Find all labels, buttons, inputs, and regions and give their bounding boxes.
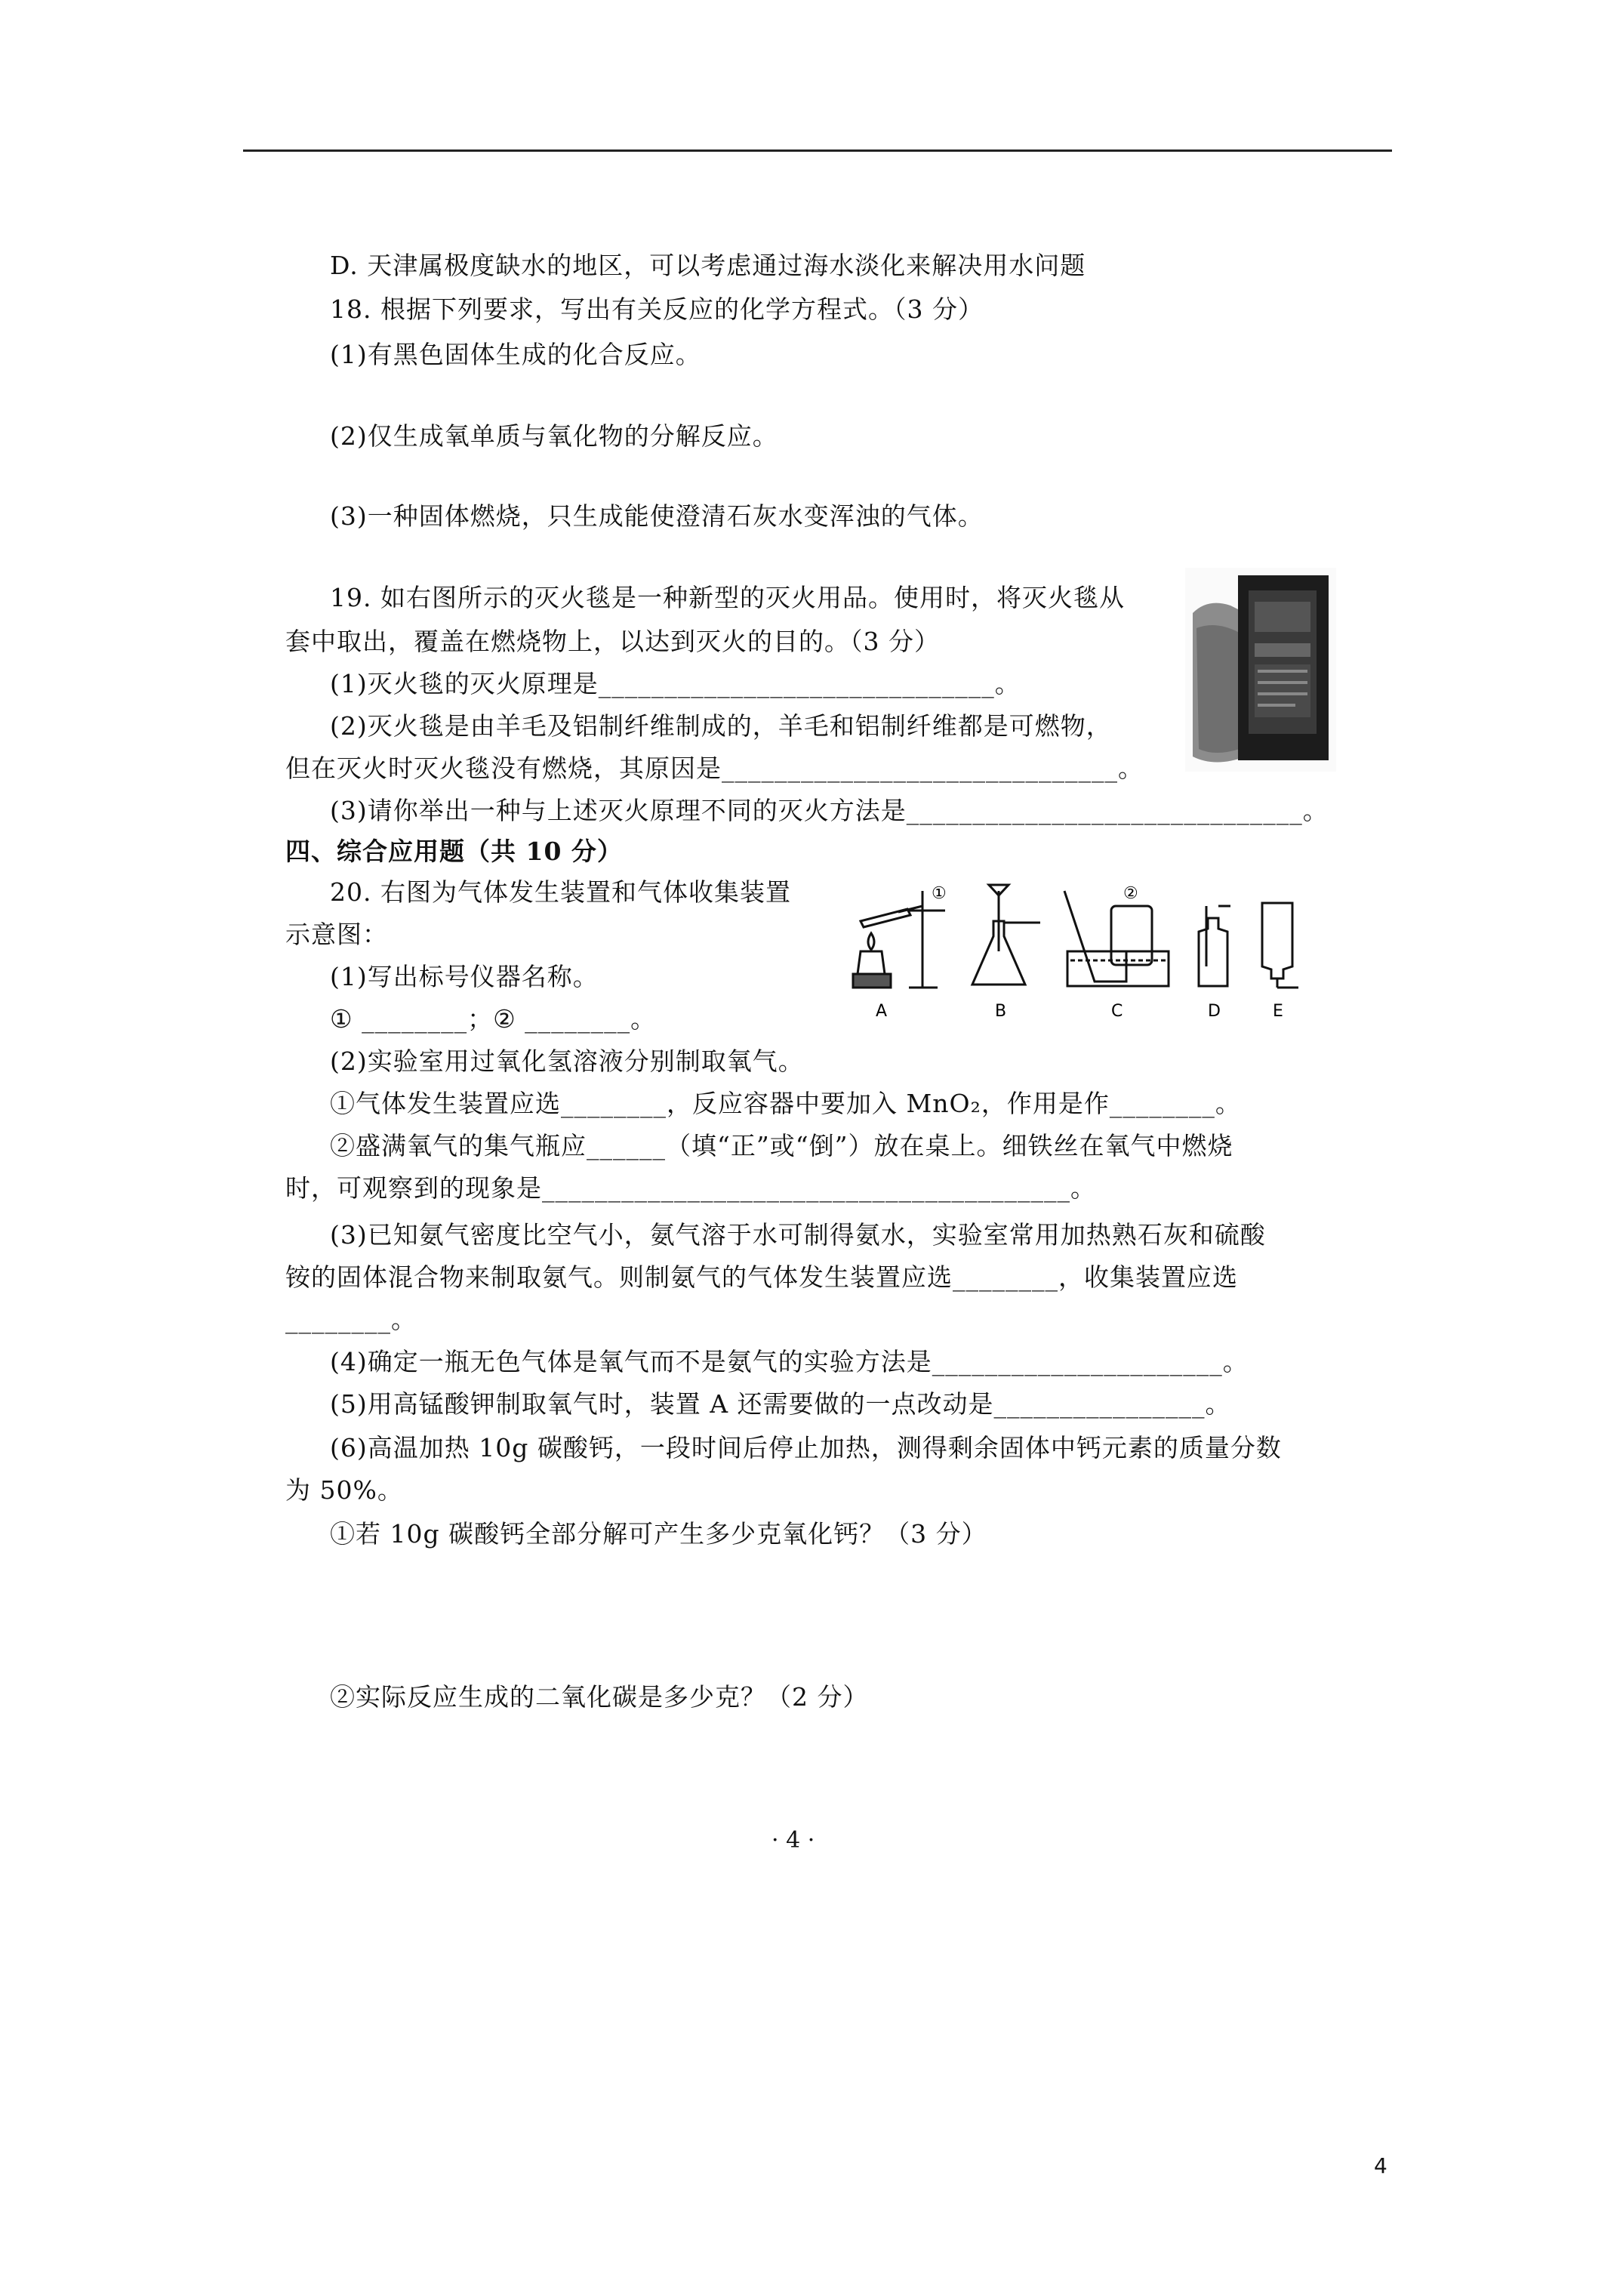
header-rule [243, 149, 1392, 152]
label-c: C [1111, 1002, 1123, 1021]
q20-line15: 为 50%。 [285, 1475, 403, 1505]
inverted-bottle-c [1111, 906, 1152, 965]
mark-2: ② [1123, 884, 1138, 903]
q19-line3: (1)灭火毯的灭火原理是______________________________。 [330, 669, 1021, 698]
q18-part3: (3)一种固体燃烧，只生成能使澄清石灰水变浑浊的气体。 [330, 501, 984, 531]
q20-line8: 时，可观察到的现象是________________________________________。 [285, 1173, 1096, 1203]
bottle-e [1262, 903, 1292, 978]
label-b: B [995, 1002, 1007, 1021]
line-d: D. 天津属极度缺水的地区，可以考虑通过海水淡化来解决用水问题 [330, 251, 1086, 280]
page-center-number: · 4 · [771, 1827, 815, 1854]
lamp [858, 951, 885, 974]
page-number: 4 [1374, 2153, 1387, 2178]
q20-line1: 20. 右图为气体发生装置和气体收集装置 [330, 877, 791, 907]
q20-line5: (2)实验室用过氧化氢溶液分别制取氧气。 [330, 1046, 804, 1076]
q19-line2: 套中取出，覆盖在燃烧物上，以达到灭火的目的。（3 分） [285, 627, 940, 656]
q20-line12: (4)确定一瓶无色气体是氧气而不是氨气的实验方法是______________________。 [330, 1347, 1249, 1376]
q19-line5: 但在灭火时灭火毯没有燃烧，其原因是______________________________。 [285, 754, 1144, 783]
q19-line6: (3)请你举出一种与上述灭火原理不同的灭火方法是______________________________。 [330, 796, 1329, 825]
label-a: A [876, 1002, 888, 1021]
q19-line4: (2)灭火毯是由羊毛及铝制纤维制成的，羊毛和铝制纤维都是可燃物， [330, 711, 1112, 741]
bottle-d [1199, 918, 1227, 986]
lamp-base [853, 974, 891, 988]
q20-line4: ① ________；② ________。 [330, 1004, 657, 1034]
mark-1: ① [932, 884, 947, 903]
q18-part2: (2)仅生成氧单质与氧化物的分解反应。 [330, 421, 778, 451]
funnel-top [989, 885, 1009, 895]
delivery-tube [1064, 891, 1126, 982]
flame [868, 933, 874, 950]
q20-line7: ②盛满氧气的集气瓶应______（填“正”或“倒”）放在桌上。细铁丝在氧气中燃烧 [330, 1131, 1233, 1160]
q20-line6: ①气体发生装置应选________，反应容器中要加入 MnO₂，作用是作________。 [330, 1089, 1241, 1118]
q18-title: 18. 根据下列要求，写出有关反应的化学方程式。（3 分） [330, 294, 984, 324]
q19-line1: 19. 如右图所示的灭火毯是一种新型的灭火用品。使用时，将灭火毯从 [330, 583, 1125, 612]
label-d: D [1208, 1002, 1221, 1021]
q20-line3: (1)写出标号仪器名称。 [330, 962, 599, 991]
apparatus-diagram [845, 876, 1329, 1027]
q20-line14: (6)高温加热 10g 碳酸钙，一段时间后停止加热，测得剩余固体中钙元素的质量分数 [330, 1433, 1282, 1462]
q20-line17: ②实际反应生成的二氧化碳是多少克？（2 分） [330, 1682, 869, 1712]
section-4-heading: 四、综合应用题（共 10 分） [285, 837, 623, 866]
q20-line13: (5)用高锰酸钾制取氧气时，装置 A 还需要做的一点改动是________________。 [330, 1389, 1231, 1419]
q20-line11: ________。 [285, 1305, 417, 1334]
q20-line9: (3)已知氨气密度比空气小，氨气溶于水可制得氨水，实验室常用加热熟石灰和硫酸 [330, 1220, 1266, 1250]
q20-line10: 铵的固体混合物来制取氨气。则制氨气的气体发生装置应选________，收集装置应选 [285, 1262, 1238, 1292]
fire-blanket-photo [1185, 568, 1336, 772]
q20-line2: 示意图： [285, 920, 388, 949]
q18-part1: (1)有黑色固体生成的化合反应。 [330, 340, 701, 369]
q20-line16: ①若 10g 碳酸钙全部分解可产生多少克氧化钙？（3 分） [330, 1519, 987, 1549]
label-e: E [1273, 1002, 1283, 1021]
